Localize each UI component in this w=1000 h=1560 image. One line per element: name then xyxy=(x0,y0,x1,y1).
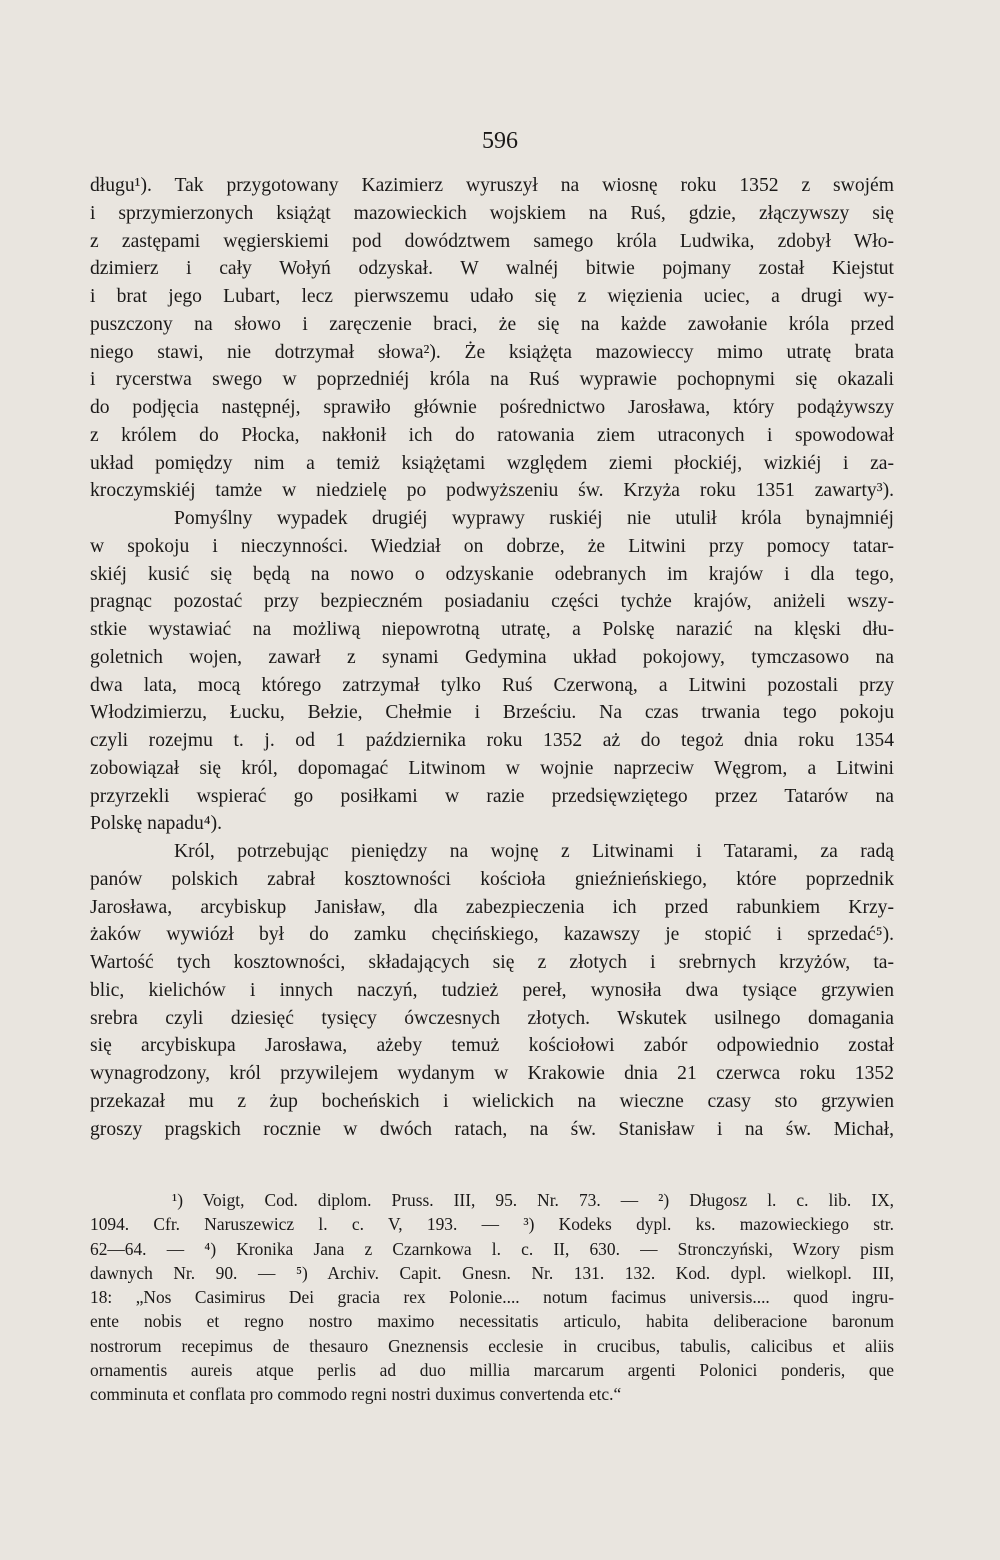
body-line: Polskę napadu⁴). xyxy=(90,813,222,835)
body-line: blic, kielichów i innych naczyń, tudzież pereł, wynosiła dwa tysiące grzywien xyxy=(90,979,894,1001)
body-line: Wartość tych kosztowności, składających się z złotych i srebrnych krzyżów, ta- xyxy=(90,952,894,973)
body-line: pragnąc pozostać przy bezpieczném posiadaniu części tychże krajów, aniżeli wszy- xyxy=(90,591,894,613)
footnote-line: ornamentis aureis atque perlis ad duo millia marcarum argenti Polonici ponderis, que xyxy=(90,1360,894,1381)
body-line: dzimierz i cały Wołyń odzyskał. W walnéj bitwie pojmany został Kiejstut xyxy=(90,258,894,280)
body-line: do podjęcia następnéj, sprawiło głównie pośrednictwo Jarosława, który podążywszy xyxy=(90,397,894,418)
body-line: Włodzimierzu, Łucku, Bełzie, Chełmie i Brześciu. Na czas trwania tego pokoju xyxy=(90,702,894,724)
footnote-line: comminuta et conflata pro commodo regni nostri duximus convertenda etc.“ xyxy=(90,1384,622,1405)
body-line: się arcybiskupa Jarosława, ażeby temuż kościołowi zabór odpowiednio został xyxy=(90,1035,894,1057)
footnotes xyxy=(90,1188,894,1407)
body-line: stkie wystawiać na możliwą niepowrotną utratę, a Polskę narazić na klęski dłu- xyxy=(90,619,894,640)
body-line: i rycerstwa swego w poprzedniéj króla na Ruś wyprawie pochopnymi się okazali xyxy=(90,369,894,391)
footnote-line: 1094. Cfr. Naruszewicz l. c. V, 193. — ³) Kodeks dypl. ks. mazowieckiego str. xyxy=(90,1214,894,1235)
page-number: 596 xyxy=(482,128,518,154)
body-line: Jarosława, arcybiskup Janisław, dla zabezpieczenia ich przed rabunkiem Krzy- xyxy=(90,896,894,918)
body-line: groszy pragskich rocznie w dwóch ratach, na św. Stanisław i na św. Michał, xyxy=(90,1118,894,1140)
footnote-line: ente nobis et regno nostro maximo necessitatis articulo, habita deliberacione baronum xyxy=(90,1311,894,1332)
body-line: puszczony na słowo i zaręczenie braci, że się na każde zawołanie króla przed xyxy=(90,313,894,335)
body-line: goletnich wojen, zawarł z synami Gedymina układ pokojowy, tymczasowo na xyxy=(90,646,894,668)
body-line: kroczymskiéj tamże w niedzielę po podwyższeniu św. Krzyża roku 1351 zawarty³). xyxy=(90,480,894,502)
body-line: w spokoju i nieczynności. Wiedział on dobrze, że Litwini przy pomocy tatar- xyxy=(90,535,894,557)
body-line: układ pomiędzy nim a temiż książętami względem ziemi płockiéj, wizkiéj i za- xyxy=(90,452,894,474)
footnote-line: 18: „Nos Casimirus Dei gracia rex Polonie.... notum facimus universis.... quod ingru- xyxy=(90,1287,894,1308)
body-line: Pomyślny wypadek drugiéj wyprawy ruskiéj nie utulił króla bynajmniéj xyxy=(174,508,894,529)
footnote-line: 62—64. — ⁴) Kronika Jana z Czarnkowa l. c. II, 630. — Stronczyński, Wzory pism xyxy=(90,1238,894,1259)
body-line: niego stawi, nie dotrzymał słowa²). Że książęta mazowieccy mimo utratę brata xyxy=(90,341,894,363)
body-text xyxy=(90,172,894,1143)
footnote-line: ¹) Voigt, Cod. diplom. Pruss. III, 95. Nr. 73. — ²) Długosz l. c. lib. IX, xyxy=(172,1190,894,1210)
body-line: przyrzekli wspierać go posiłkami w razie przedsięwziętego przez Tatarów na xyxy=(90,785,894,807)
body-line: długu¹). Tak przygotowany Kazimierz wyruszył na wiosnę roku 1352 z swojém xyxy=(90,175,894,196)
body-line: i brat jego Lubart, lecz pierwszemu udało się z więzienia uciec, a drugi wy- xyxy=(90,286,894,307)
body-line: czyli rozejmu t. j. od 1 października roku 1352 aż do tegoż dnia roku 1354 xyxy=(90,730,894,751)
body-line: panów polskich zabrał kosztowności kościoła gnieźnieńskiego, które poprzednik xyxy=(90,868,894,890)
body-line: wynagrodzony, król przywilejem wydanym w Krakowie dnia 21 czerwca roku 1352 xyxy=(90,1063,894,1084)
body-line: żaków wywiózł był do zamku chęcińskiego, kazawszy je stopić i sprzedać⁵). xyxy=(90,924,894,946)
footnote-line: nostrorum recepimus de thesauro Gneznensis ecclesie in crucibus, tabulis, calicibus et aliis xyxy=(90,1335,894,1356)
body-line: przekazał mu z żup bocheńskich i wielickich na wieczne czasy sto grzywien xyxy=(90,1090,894,1112)
body-line: Król, potrzebując pieniędzy na wojnę z Litwinami i Tatarami, za radą xyxy=(174,841,894,862)
body-line: z królem do Płocka, nakłonił ich do ratowania ziem utraconych i spowodował xyxy=(90,424,894,446)
body-line: skiéj kusić się będą na nowo o odzyskanie odebranych im krajów i dla tego, xyxy=(90,563,894,585)
footnote-line: dawnych Nr. 90. — ⁵) Archiv. Capit. Gnesn. Nr. 131. 132. Kod. dypl. wielkopl. III, xyxy=(90,1262,894,1283)
body-line: zobowiązał się król, dopomagać Litwinom w wojnie naprzeciw Węgrom, a Litwini xyxy=(90,757,894,779)
body-line: i sprzymierzonych książąt mazowieckich wojskiem na Ruś, gdzie, złączywszy się xyxy=(90,202,894,224)
body-line: dwa lata, mocą którego zatrzymał tylko Ruś Czerwoną, a Litwini pozostali przy xyxy=(90,674,894,696)
body-line: z zastępami węgierskiemi pod dowództwem samego króla Ludwika, zdobył Wło- xyxy=(90,230,894,252)
body-line: srebra czyli dziesięć tysięcy ówczesnych złotych. Wskutek usilnego domagania xyxy=(90,1007,894,1029)
